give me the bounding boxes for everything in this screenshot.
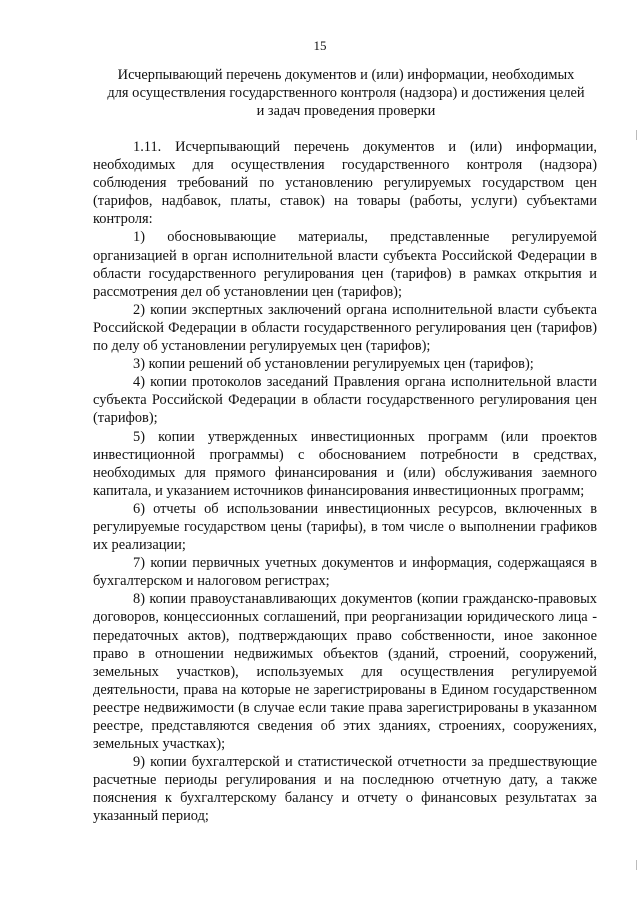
heading-line: и задач проведения проверки xyxy=(256,103,436,119)
list-item: 9) копии бухгалтерской и статистической отчетности за предшествующие расчетные периоды регулирования и на последнюю отчетную дату, а также пояснения к бухгалтерскому балансу и отчету о финансовых результатах за указанный период; xyxy=(93,754,597,825)
list-item: 1) обосновывающие материалы, представленные регулируемой организацией в орган исполнительной власти субъекта Российской Федерации в области государственного регулирования цен (тарифов) в рамках открытия и рассмотрения дел об установлении цен (тарифов); xyxy=(93,229,597,300)
heading-line: для осуществления государственного контроля (надзора) и достижения целей xyxy=(107,85,585,101)
list-item: 8) копии правоустанавливающих документов (копии гражданско-правовых договоров, концессионных соглашений, при реорганизации юридического лица - передаточных актов), подтверждающих право собственности, иное законное право в отношении недвижимых объектов (зданий, строений, сооружений, земельных участков), используемых для осуществления регулируемой деятельности, права на которые не зарегистрированы в Едином государственном реестре недвижимости (в случае если такие права зарегистрированы в указанном реестре, представляются сведения об этих зданиях, строениях, сооружениях, земельных участках); xyxy=(93,591,597,753)
page-number: 15 xyxy=(313,38,327,53)
scan-edge-mark xyxy=(636,130,637,140)
list-item: 7) копии первичных учетных документов и информация, содержащаяся в бухгалтерском и налоговом регистрах; xyxy=(93,555,597,590)
scan-edge-mark xyxy=(636,860,637,870)
document-body xyxy=(93,138,597,826)
list-item: 5) копии утвержденных инвестиционных программ (или проектов инвестиционной программы) с обоснованием потребности в средствах, необходимых для прямого финансирования и (или) обслуживания заемного капитала, и указанием источников финансирования инвестиционных программ; xyxy=(93,428,597,499)
list-item: 3) копии решений об установлении регулируемых цен (тарифов); xyxy=(133,356,534,373)
list-item: 4) копии протоколов заседаний Правления органа исполнительной власти субъекта Российской Федерации в области государственного регулирования цен (тарифов); xyxy=(93,374,597,427)
list-item: 6) отчеты об использовании инвестиционных ресурсов, включенных в регулируемые государством цены (тарифы), в том числе о выполнении графиков их реализации; xyxy=(93,500,597,554)
section-heading xyxy=(96,66,596,120)
list-item: 2) копии экспертных заключений органа исполнительной власти субъекта Российской Федерации в области государственного регулирования цен (тарифов) по делу об установлении регулируемых цен (тарифов); xyxy=(93,301,597,355)
heading-line: Исчерпывающий перечень документов и (или) информации, необходимых xyxy=(117,67,575,83)
paragraph-intro: 1.11. Исчерпывающий перечень документов и (или) информации, необходимых для осуществления государственного контроля (надзора) соблюдения требований по установлению регулируемых государством цен (тарифов, надбавок, платы, ставок) на товары (работы, услуги) субъектами контроля: xyxy=(93,139,597,228)
